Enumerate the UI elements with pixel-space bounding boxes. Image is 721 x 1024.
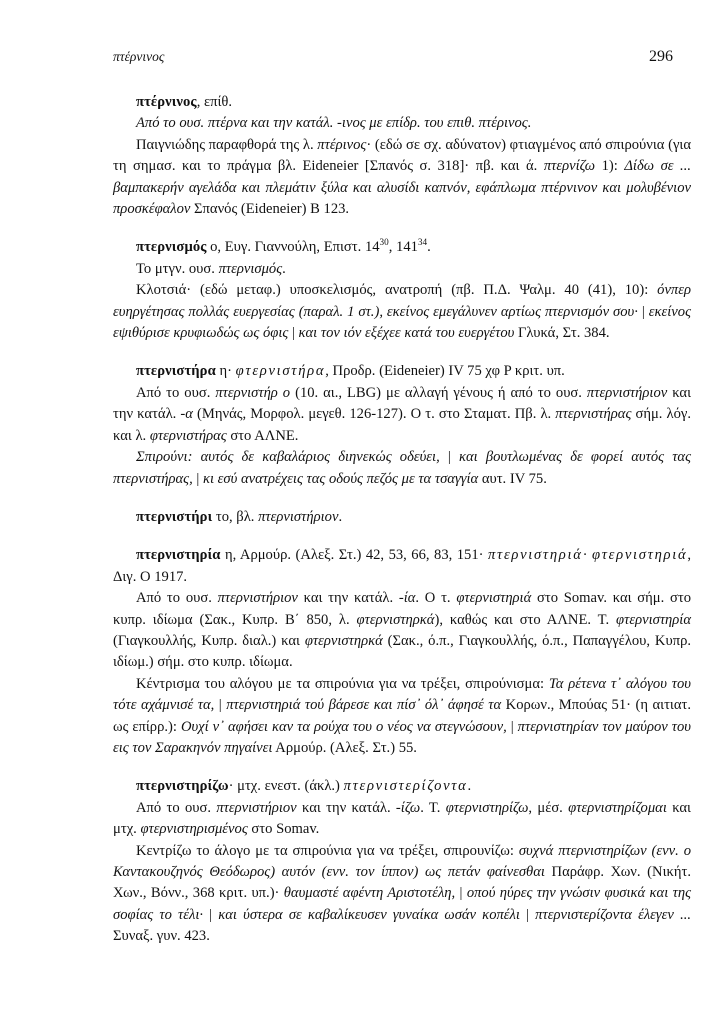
verse-separator-2: |	[506, 718, 518, 735]
entry-headline-end: .	[338, 508, 343, 525]
etymology-word: πτερνιστήριον	[216, 799, 297, 816]
quotation-text: αυτός δε καβαλάριος διηνεκώς οδεύει,	[200, 449, 440, 466]
etymology-text-4: , μέσ.	[528, 799, 569, 816]
etymology-text-4: στο Somav. και σήμ. στο κυπρ. ιδίωμα (Σακ., Κυπρ. Β΄ 850, λ.	[113, 590, 691, 628]
entry-paragraph-etymology	[113, 113, 691, 134]
etymology-text-2: (10. αι., LBG) με αλλαγή γένους ή από το ουσ.	[290, 384, 587, 401]
definition-text-3: 1):	[595, 158, 625, 175]
running-head	[113, 46, 673, 68]
dictionary-entry	[113, 92, 691, 220]
entry-headline	[113, 361, 691, 382]
definition-quotation-2: πτερνιστηριά τού βάρεσε και πίσ᾽ όλ᾽ άφησέ τα	[226, 697, 502, 714]
definition-quotation: Τα ρέτενα τ᾽ αλόγου του τότε αχάμνισέ τα,	[113, 675, 691, 714]
etymology-text-2: και την κατάλ.	[296, 799, 396, 816]
etymology-variant-2: φτερνιστηρκά	[356, 611, 435, 628]
etymology-text-6: στο ΑΛΝΕ.	[226, 427, 299, 444]
definition-quotation: Δίδω σε ... βαμπακερήν αγελάδα και πλεμάτιν ξύλα και αλυσίδι καπνόν, εφάπλωμα πτέρνινον και μολυβένιον προσκέφαλον	[113, 158, 691, 218]
ref-number-2: 141	[396, 239, 418, 256]
entry-lemma: πτερνιστηρίζω	[136, 778, 229, 795]
dictionary-entry	[113, 507, 691, 528]
entry-paragraph-definition	[113, 674, 691, 760]
etymology-text-6: στο Somav.	[247, 821, 320, 838]
etymology-text-3: και την κατάλ.	[113, 384, 692, 423]
entry-variant-form-2: φτερνιστηριά	[591, 547, 688, 564]
etymology-variant-4: φτερνιστηρκά	[304, 632, 383, 649]
entry-variant-form: φτερνιστήρα	[235, 363, 326, 380]
etymology-text-2: και την κατάλ.	[297, 590, 399, 607]
verse-separator: |	[637, 303, 649, 320]
etymology-word: πτερνιστήριον	[217, 590, 298, 607]
verse-separator-2: |	[288, 325, 299, 342]
entry-lemma: πτερνιστηρία	[136, 547, 221, 564]
entry-headline-rest: η, Αρμούρ. (Αλεξ. Στ.) 42, 53, 66, 83, 151·	[220, 547, 489, 564]
etymology-text-5: και μτχ.	[113, 799, 691, 838]
etymology-text: Από το ουσ.	[136, 799, 217, 816]
definition-text-2: · (εδώ σε σχ. αδύνατον) φτιαγμένος από σπιρούνια (για τη σημασ. και το πράγμα βλ. Eideneier [Σπανός σ. 318]· πβ. και ά.	[113, 136, 691, 175]
etymology-text-6: (Γιαγκουλλής, Κυπρ. διαλ.) και	[113, 632, 305, 649]
etymology-text-5: ), καθώς και στο ΑΛΝΕ. Τ.	[434, 611, 617, 628]
definition-quotation-3: οπού ηύρες την γνώσιν φυσικά και της σοφίας το τέλι·	[113, 885, 691, 923]
entry-headline	[113, 507, 691, 528]
entry-headline-rest: , επίθ.	[196, 94, 233, 110]
etymology-text-5: σήμ. λόγ. και λ.	[113, 406, 692, 444]
entry-variant-sep: ·	[582, 547, 592, 564]
definition-source: Κορων., Μπούας 51· (η αιτιατ. ως επίρρ.):	[113, 697, 692, 735]
etymology-text: Από το ουσ.	[136, 384, 216, 401]
etymology-variant-3: φτερνιστηρισμένος	[140, 821, 248, 838]
dictionary-entry	[113, 776, 691, 947]
definition-quotation-4: και ύστερα σε καβαλίκευσεν γυναίκα ωσάν κοπέλι	[218, 906, 520, 923]
entry-headline-end: , Διγ. Ο 1917.	[113, 547, 692, 585]
entry-paragraph-definition	[113, 135, 691, 221]
entry-paragraph-etymology	[113, 588, 691, 674]
definition-text: Κεντρίζω το άλογο με τα σπιρούνια για να τρέξει, σπιρουνίζω:	[136, 842, 519, 859]
entry-headline	[113, 545, 691, 588]
quotation-text-3: κι εσύ ανατρέχεις τας οδούς πεζός με τα τσαγγία	[202, 470, 479, 487]
etymology-word-2: πτερνιστήριον	[586, 384, 668, 401]
verse-separator-3: |	[519, 906, 536, 923]
verse-separator: |	[214, 697, 227, 714]
dictionary-entry	[113, 545, 691, 759]
definition-cited-form: πτέρινος	[317, 136, 367, 153]
definition-quotation-2: εκείνος εψιθύρισε κρυφιωδώς ως όφις	[113, 303, 692, 342]
definition-quotation-3: Ουχί ν᾽ αφήσει καν τα ρούχα του ο νέος να στεγνώσουν,	[180, 718, 507, 735]
entry-headline-gender: η·	[215, 363, 236, 380]
etymology-text: Το μτγν. ουσ.	[136, 260, 219, 277]
entry-lemma: πτερνιστήρα	[136, 363, 216, 380]
running-head-word: πτέρνινος	[113, 49, 165, 64]
verse-separator-2: |	[203, 906, 219, 923]
entry-headline-rest: · μτχ. ενεστ. (άκλ.)	[228, 778, 344, 795]
etymology-text-3: . Τ.	[420, 799, 446, 816]
ref-superscript: 30	[379, 237, 389, 248]
definition-source: Παράφρ. Χων. (Νικήτ. Χων., Βόνν., 368 κριτ. υπ.)·	[113, 864, 691, 902]
entry-lemma: πτερνιστήρι	[136, 508, 213, 525]
etymology-variant-3: φτερνιστηρία	[616, 611, 692, 628]
verse-separator: |	[455, 885, 467, 902]
etymology-text-2: και την κατάλ. -ινος με επίδρ. του επιθ. πτέρινος.	[247, 115, 532, 132]
etymology-word: πτερνιστήρ	[215, 384, 278, 401]
definition-quotation-3: και τον ιόν εξέχεε κατά του ευεργέτου	[298, 325, 515, 342]
dictionary-entry	[113, 361, 691, 489]
definition-quotation-2: θαυμαστέ αφέντη Αριστοτέλη,	[283, 885, 456, 902]
quotation-gloss: Σπιρούνι:	[136, 449, 201, 466]
etymology-suffix: -α	[180, 406, 193, 423]
entry-headline	[113, 92, 691, 113]
definition-source-2: Αρμούρ. (Αλεξ. Στ.) 55.	[272, 739, 417, 756]
etymology-variant: φτερνιστηριά	[456, 590, 532, 607]
page-number: 296	[649, 48, 673, 65]
etymology-crossref-2: φτερνιστήρας	[149, 427, 227, 444]
etymology-text-7: (Σακ., ό.π., Γιαγκουλλής, ό.π., Παπαγγέλου, Κυπρ. ιδίωμ.) σήμ. στο κυπρ. ιδίωμα.	[113, 632, 691, 671]
etymology-crossref: πτερνιστήρας	[555, 406, 632, 423]
ref-number: 14	[364, 239, 380, 256]
entry-headline-end: .	[467, 778, 472, 795]
definition-quotation-5: πτερνιστερίζοντα έλεγεν ...	[535, 906, 692, 923]
entry-headline-rest: ο, Ευγ. Γιαννούλη, Επιστ. $14^{30}$, $141^{34}$.	[206, 237, 431, 256]
entry-paragraph-etymology	[113, 383, 691, 447]
definition-source: Γλυκά, Στ. 384.	[514, 325, 610, 342]
entry-headline-rest: , Προδρ. (Eideneier) IV 75 χφ P κριτ. υπ.	[325, 363, 565, 380]
entry-headline	[113, 237, 691, 258]
definition-text: Παιγνιώδης παραφθορά της λ.	[136, 136, 318, 153]
definition-text: Κλοτσιά· (εδώ μεταφ.) υποσκελισμός, ανατροπή (πβ. Π.Δ. Ψαλμ. 40 (41), 10):	[136, 282, 658, 299]
entry-crossref: πτερνιστήριον	[258, 508, 339, 525]
definition-source: Σπανός (Eideneier) B 123.	[190, 201, 350, 218]
entry-paragraph-definition	[113, 280, 691, 344]
etymology-text-4: (Μηνάς, Μορφολ. μεγεθ. 126-127). Ο τ. στο Σταματ. Πβ. λ.	[192, 406, 556, 423]
entry-paragraph-definition	[113, 841, 691, 948]
entry-paragraph-etymology	[113, 798, 691, 841]
etymology-text-2: .	[282, 260, 286, 277]
etymology-text: Από το ουσ.	[136, 590, 218, 607]
entry-paragraph-quotation	[113, 447, 691, 490]
verse-separator: |	[439, 449, 459, 466]
definition-crossref: πτερνίζω	[543, 158, 596, 175]
text-column	[113, 92, 691, 948]
etymology-text-3: . Ο τ.	[415, 590, 457, 607]
etymology-text: Από το ουσ.	[136, 115, 208, 132]
dictionary-entry	[113, 237, 691, 344]
quotation-text-2: και βουτλωμένας δε φορεί αυτός τας πτερνιστήρας,	[113, 449, 692, 487]
entry-variant-form: πτερνιστερίζοντα	[343, 778, 468, 795]
entry-headline	[113, 776, 691, 797]
quotation-source: αυτ. IV 75.	[478, 470, 547, 487]
definition-quotation: συχνά πτερνιστηρίζων (ενν. ο Καντακουζηνός Θεόδωρος) αυτόν (ενν. τον ίππον) ως πετάν φαίνεσθαι	[113, 842, 691, 880]
entry-headline-gender: το, βλ.	[212, 508, 259, 525]
definition-quotation-4: πτερνιστηρίαν τον μαύρον του εις τον Σαρακηνόν πηγαίνει	[113, 718, 692, 756]
definition-quotation: όνπερ ευηργέτησας πολλάς ευεργεσίας (παραλ. 1 στ.), εκείνος εμεγάλυνεν αρτίως πτερνισμόν σου·	[113, 282, 691, 320]
entry-variant-form: πτερνιστηριά	[488, 547, 583, 564]
entry-lemma: πτέρνινος	[136, 94, 197, 110]
entry-paragraph-etymology	[113, 259, 691, 280]
etymology-variant-2: φτερνιστηρίζομαι	[568, 799, 667, 816]
ref-superscript-2: 34	[417, 237, 428, 248]
definition-source-2: Συναξ. γυν. 423.	[113, 928, 210, 945]
etymology-suffix: -ίζω	[395, 799, 421, 816]
verse-separator-2: |	[192, 470, 203, 487]
etymology-suffix: -ία	[398, 590, 416, 607]
etymology-gender: ο	[277, 384, 291, 401]
etymology-variant: φτερνιστηρίζω	[445, 799, 529, 816]
etymology-word: πτέρνα	[207, 115, 248, 132]
etymology-word: πτερνισμός	[218, 260, 283, 277]
entry-lemma: πτερνισμός	[136, 239, 207, 256]
definition-text: Κέντρισμα του αλόγου με τα σπιρούνια για να τρέξει, σπιρούνισμα:	[136, 675, 549, 692]
